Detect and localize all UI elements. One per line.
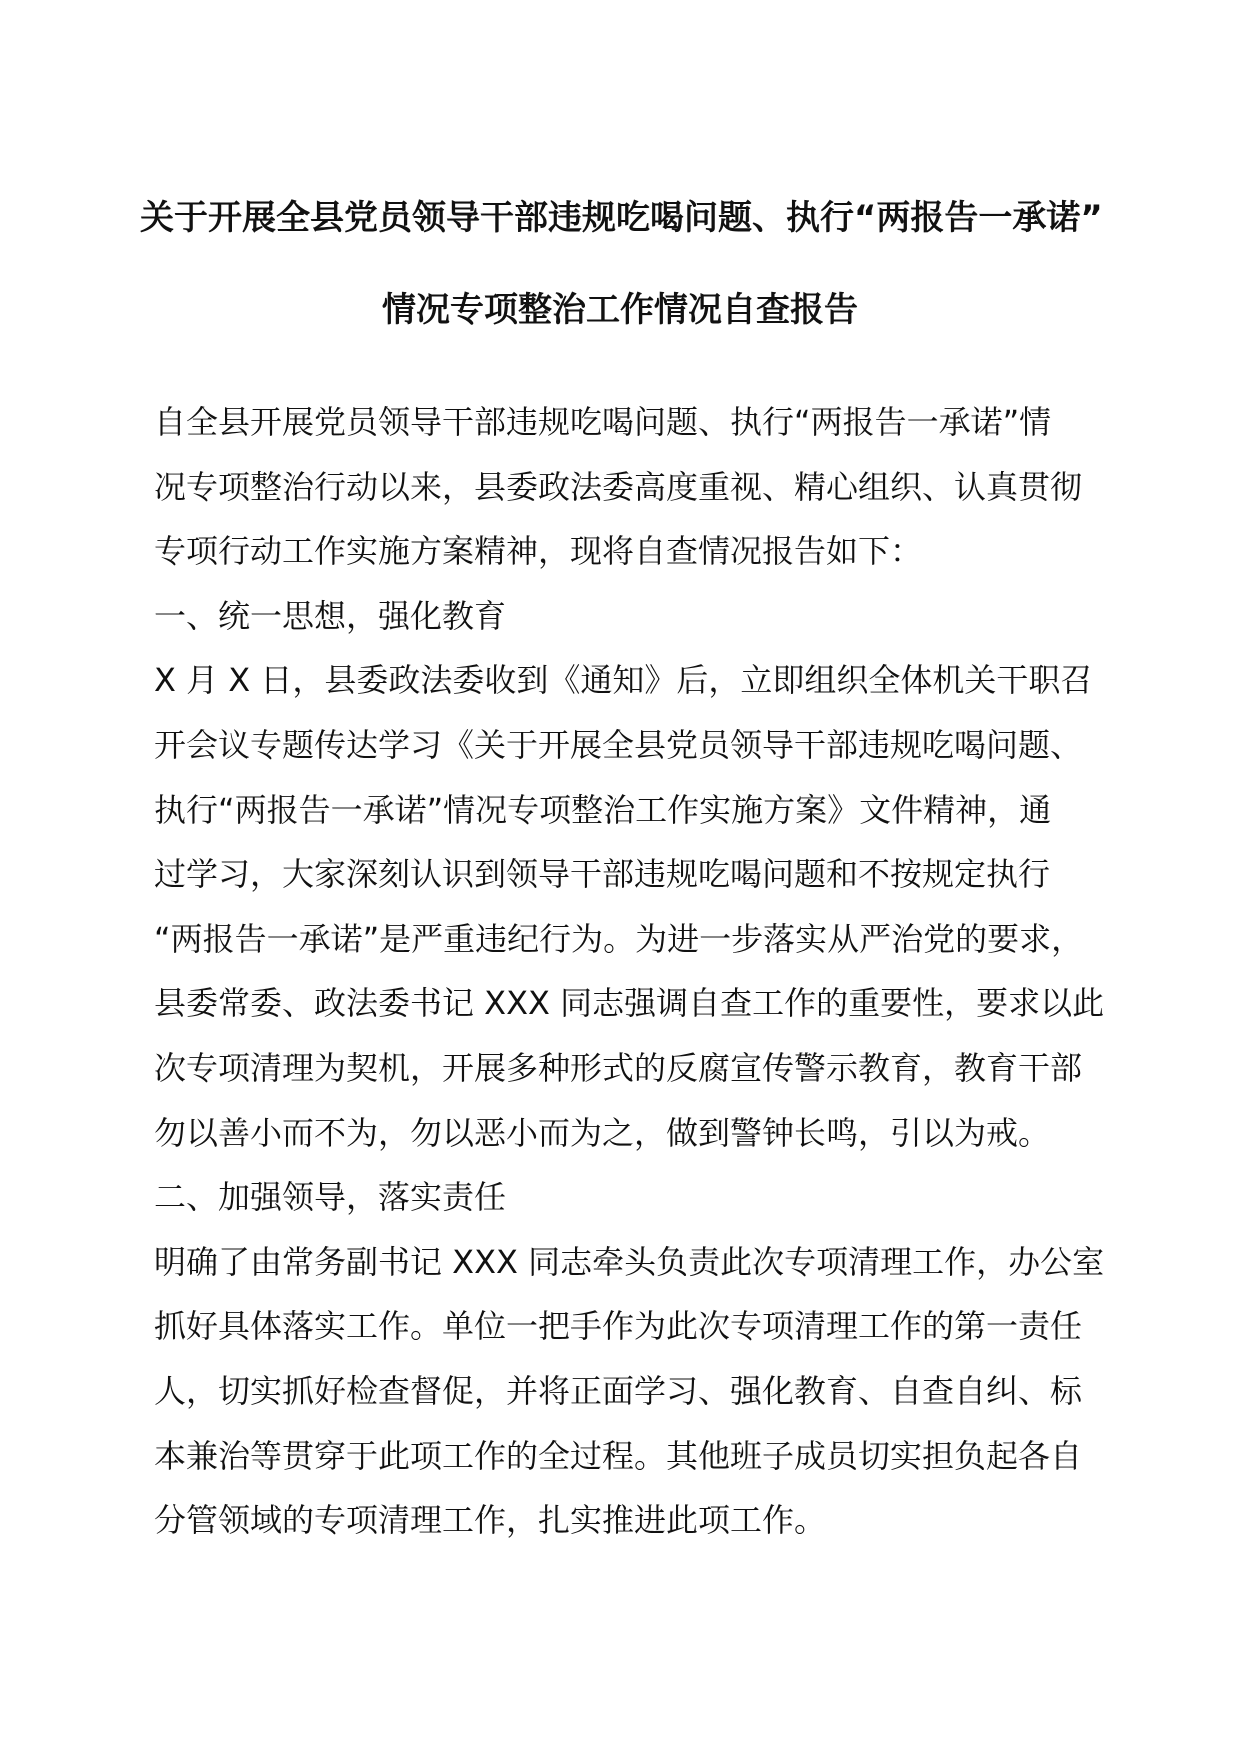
section-2-paragraph (154, 1230, 1105, 1553)
section-1-line: 次专项清理为契机，开展多种形式的反腐宣传警示教育，教育干部 (154, 1048, 1083, 1087)
section-2-line: 明确了由常务副书记 XXX 同志牵头负责此次专项清理工作，办公室 (154, 1242, 1105, 1281)
section-2-line: 分管领域的专项清理工作，扎实推进此项工作。 (154, 1501, 827, 1540)
document-body (154, 390, 1105, 1553)
section-1-line: 勿以善小而不为，勿以恶小而为之，做到警钟长鸣，引以为戒。 (154, 1113, 1051, 1152)
section-2-line: 本兼治等贯穿于此项工作的全过程。其他班子成员切实担负起各自 (154, 1436, 1083, 1475)
section-1-line: 过学习，大家深刻认识到领导干部违规吃喝问题和不按规定执行 (154, 855, 1051, 894)
section-2-line: 人，切实抓好检查督促，并将正面学习、强化教育、自查自纠、标 (154, 1371, 1083, 1410)
intro-paragraph (154, 390, 1094, 584)
section-1-line: X 月 X 日，县委政法委收到《通知》后，立即组织全体机关干职召 (154, 661, 1093, 700)
section-1-line: 县委常委、政法委书记 XXX 同志强调自查工作的重要性，要求以此 (154, 984, 1105, 1023)
intro-line: 自全县开展党员领导干部违规吃喝问题、执行“两报告一承诺”情 (154, 403, 1052, 441)
intro-line: 专项行动工作实施方案精神，现将自查情况报告如下： (154, 532, 923, 571)
intro-line: 况专项整治行动以来，县委政法委高度重视、精心组织、认真贯彻 (154, 467, 1083, 506)
section-1-line: 执行“两报告一承诺”情况专项整治工作实施方案》文件精神，通 (154, 790, 1052, 829)
document-title-line-1: 关于开展全县党员领导干部违规吃喝问题、执行“两报告一承诺” (140, 198, 1103, 238)
section-1-heading: 一、统一思想，强化教育 (154, 596, 507, 635)
section-1-line: “两报告一承诺”是严重违纪行为。为进一步落实从严治党的要求， (154, 919, 1084, 958)
section-1-line: 开会议专题传达学习《关于开展全县党员领导干部违规吃喝问题、 (154, 725, 1083, 764)
document-title-line-2: 情况专项整治工作情况自查报告 (382, 290, 858, 330)
section-2-line: 抓好具体落实工作。单位一把手作为此次专项清理工作的第一责任 (154, 1307, 1083, 1346)
section-1-paragraph (154, 648, 1105, 1165)
section-2-heading: 二、加强领导，落实责任 (154, 1178, 507, 1217)
